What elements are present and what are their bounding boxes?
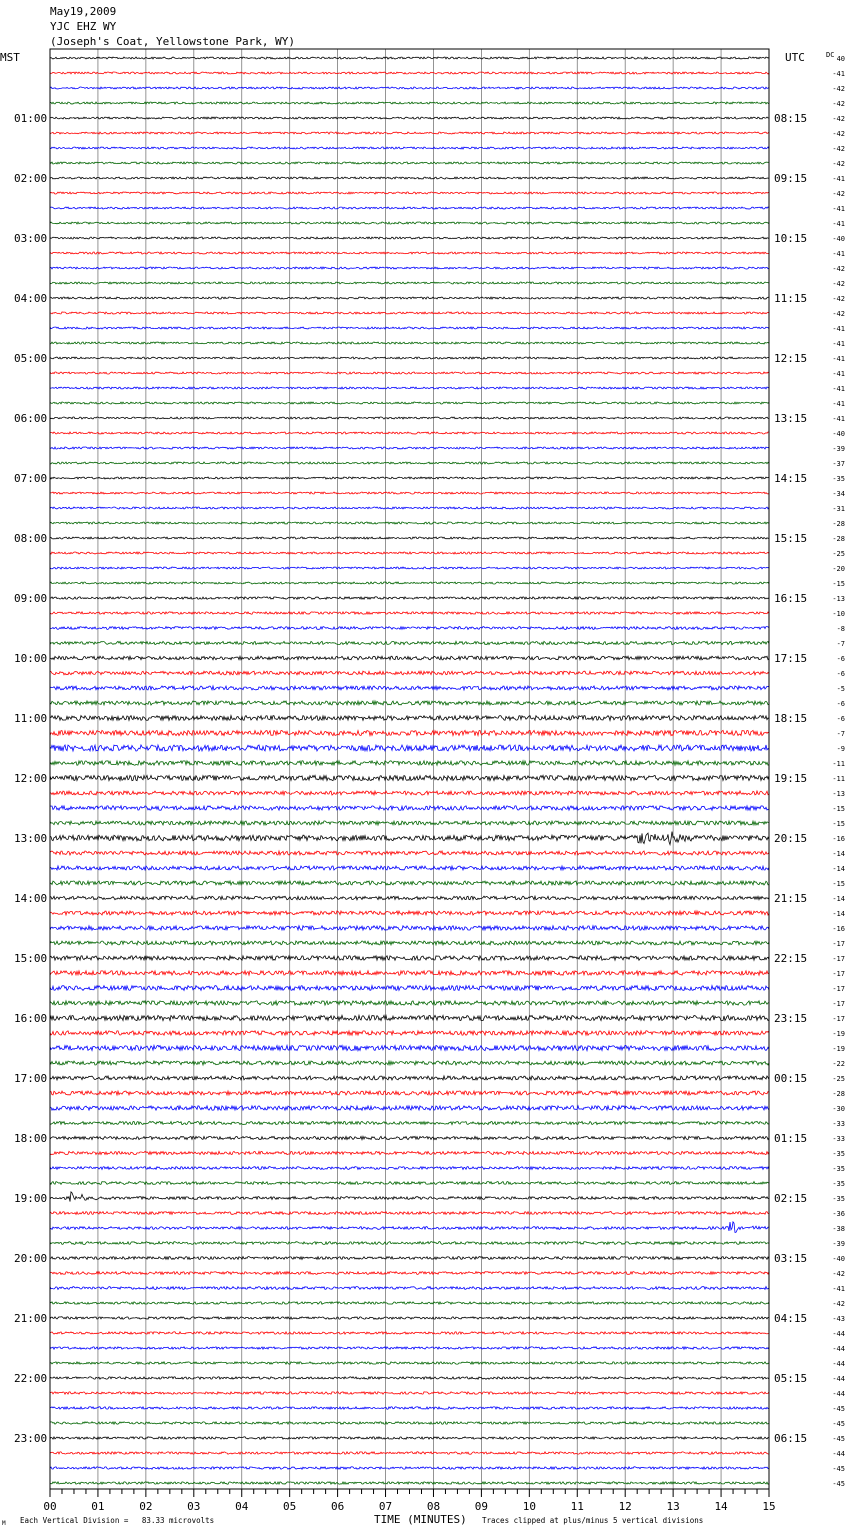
dc-offset-value: -45 — [832, 1420, 845, 1428]
dc-offset-value: -25 — [832, 1075, 845, 1083]
trace-line — [50, 552, 769, 554]
trace-line — [50, 447, 769, 449]
trace-line — [50, 745, 769, 751]
x-tick-label: 08 — [426, 1500, 441, 1513]
x-tick-label: 11 — [570, 1500, 584, 1513]
trace-line — [50, 1045, 769, 1050]
trace-line — [50, 612, 769, 614]
dc-offset-value: -17 — [832, 970, 845, 978]
hour-label-left: 18:00 — [14, 1132, 48, 1145]
hour-label-right: 14:15 — [774, 472, 808, 485]
trace-line — [50, 507, 769, 509]
hour-label-right: 10:15 — [774, 232, 808, 245]
trace-line — [50, 1136, 769, 1139]
dc-offset-value: -17 — [832, 1000, 845, 1008]
dc-offset-value: -15 — [832, 880, 845, 888]
trace-line — [50, 192, 769, 194]
dc-offset-value: -40 — [832, 430, 845, 438]
dc-offset-value: -39 — [832, 1240, 845, 1248]
dc-offset-value: -42 — [832, 115, 845, 123]
trace-line — [50, 986, 769, 991]
x-axis-title: TIME (MINUTES) — [374, 1513, 467, 1526]
dc-offset-value: -17 — [832, 985, 845, 993]
dc-offset-value: -42 — [832, 1300, 845, 1308]
dc-offset-value: -35 — [832, 475, 845, 483]
hour-label-left: 10:00 — [14, 652, 48, 665]
dc-offset-value: -35 — [832, 1165, 845, 1173]
trace-line — [50, 701, 769, 705]
dc-offset-value: -44 — [832, 1345, 845, 1353]
trace-line — [50, 222, 769, 224]
trace-line — [50, 1061, 769, 1065]
trace-line — [50, 537, 769, 539]
hour-label-right: 08:15 — [774, 112, 808, 125]
trace-line — [50, 896, 769, 900]
trace-line — [50, 1467, 769, 1469]
x-tick-label: 00 — [43, 1500, 57, 1513]
trace-line — [50, 1407, 769, 1409]
dc-offset-value: -33 — [832, 1135, 845, 1143]
right-timezone-label: UTC — [785, 51, 805, 64]
header-date: May19,2009 — [50, 5, 117, 18]
dc-offset-value: -44 — [832, 1450, 845, 1458]
hour-label-left: 11:00 — [14, 712, 48, 725]
trace-line — [50, 387, 769, 389]
trace-line — [50, 1091, 769, 1095]
dc-offset-value: -41 — [832, 70, 845, 78]
dc-offset-value: -42 — [832, 145, 845, 153]
hour-label-left: 03:00 — [14, 232, 48, 245]
dc-offset-value: -19 — [832, 1045, 845, 1053]
dc-offset-value: -41 — [832, 205, 845, 213]
hour-label-right: 02:15 — [774, 1192, 808, 1205]
dc-offset-value: -11 — [832, 775, 845, 783]
hour-label-right: 15:15 — [774, 532, 808, 545]
trace-line — [50, 267, 769, 269]
trace-line — [50, 1437, 769, 1439]
trace-line — [50, 57, 769, 59]
dc-offset-value: -45 — [832, 1465, 845, 1473]
dc-offset-value: -15 — [832, 805, 845, 813]
trace-line — [50, 207, 769, 209]
header-location: (Joseph's Coat, Yellowstone Park, WY) — [50, 35, 296, 48]
trace-line — [50, 87, 769, 89]
dc-offset-value: -43 — [832, 1315, 845, 1323]
trace-line — [50, 147, 769, 149]
trace-line — [50, 1167, 769, 1170]
trace-line — [50, 1076, 769, 1080]
trace-line — [50, 1242, 769, 1245]
trace-line — [50, 971, 769, 975]
hour-label-right: 00:15 — [774, 1072, 808, 1085]
dc-offset-value: -17 — [832, 940, 845, 948]
dc-offset-value: -14 — [832, 895, 845, 903]
trace-line — [50, 102, 769, 104]
trace-line — [50, 357, 769, 359]
dc-offset-value: -17 — [832, 955, 845, 963]
dc-offset-value: -41 — [832, 220, 845, 228]
dc-offset-value: -45 — [832, 1435, 845, 1443]
hour-label-right: 05:15 — [774, 1372, 808, 1385]
dc-offset-value: -41 — [832, 355, 845, 363]
hour-label-right: 22:15 — [774, 952, 808, 965]
trace-line — [50, 686, 769, 690]
hour-label-left: 20:00 — [14, 1252, 48, 1265]
trace-line — [50, 1106, 769, 1110]
x-tick-label: 03 — [187, 1500, 201, 1513]
trace-line — [50, 1272, 769, 1275]
dc-offset-value: -6 — [836, 655, 845, 663]
trace-line — [50, 402, 769, 404]
hour-label-right: 16:15 — [774, 592, 808, 605]
trace-line — [50, 1347, 769, 1349]
x-tick-label: 02 — [139, 1500, 153, 1513]
hour-label-left: 17:00 — [14, 1072, 48, 1085]
clip-note: Traces clipped at plus/minus 5 vertical divisions — [482, 1516, 704, 1525]
trace-line — [50, 297, 769, 299]
hour-label-left: 09:00 — [14, 592, 48, 605]
trace-line — [50, 627, 769, 630]
dc-offset-value: -44 — [832, 1390, 845, 1398]
x-tick-label: 05 — [283, 1500, 297, 1513]
dc-offset-value: -41 — [832, 370, 845, 378]
dc-offset-value: -20 — [832, 565, 845, 573]
hour-label-left: 04:00 — [14, 292, 48, 305]
trace-line — [50, 866, 769, 870]
x-tick-label: 10 — [522, 1500, 536, 1513]
trace-line — [50, 911, 769, 915]
x-tick-label: 01 — [91, 1500, 105, 1513]
dc-offset-value: -5 — [836, 685, 845, 693]
trace-line — [50, 417, 769, 419]
dc-offset-value: -42 — [832, 100, 845, 108]
dc-offset-value: -11 — [832, 760, 845, 768]
trace-line — [50, 162, 769, 164]
trace-line — [50, 492, 769, 494]
hour-label-left: 05:00 — [14, 352, 48, 365]
dc-offset-value: -42 — [832, 85, 845, 93]
dc-offset-value: -41 — [832, 385, 845, 393]
trace-line — [50, 1257, 769, 1260]
trace-line — [50, 1151, 769, 1154]
trace-line — [50, 791, 769, 795]
dc-offset-value: -41 — [832, 415, 845, 423]
left-timezone-label: MST — [0, 51, 20, 64]
hour-label-left: 06:00 — [14, 412, 48, 425]
hour-label-left: 19:00 — [14, 1192, 48, 1205]
trace-line — [50, 1482, 769, 1484]
dc-offset-value: -28 — [832, 520, 845, 528]
trace-line — [50, 567, 769, 569]
dc-offset-value: -41 — [832, 1285, 845, 1293]
dc-offset-value: -42 — [832, 190, 845, 198]
trace-line — [50, 1392, 769, 1394]
dc-offset-value: -14 — [832, 850, 845, 858]
trace-rows — [50, 57, 769, 1484]
dc-offset-value: -8 — [836, 625, 845, 633]
dc-offset-value: -42 — [832, 1270, 845, 1278]
dc-offset-value: -38 — [832, 1225, 845, 1233]
trace-line — [50, 1302, 769, 1304]
dc-offset-value: -14 — [832, 865, 845, 873]
trace-line — [50, 477, 769, 479]
trace-line — [50, 1287, 769, 1290]
dc-offset-value: -40 — [832, 1255, 845, 1263]
hour-label-right: 09:15 — [774, 172, 808, 185]
trace-line — [50, 730, 769, 735]
dc-offset-value: -13 — [832, 790, 845, 798]
dc-offset-value: 40 — [836, 55, 845, 63]
hour-label-left: 21:00 — [14, 1312, 48, 1325]
hour-label-left: 14:00 — [14, 892, 48, 905]
trace-line — [50, 926, 769, 930]
trace-line — [50, 237, 769, 239]
dc-offset-value: -37 — [832, 460, 845, 468]
trace-line — [50, 656, 769, 660]
hour-label-right: 17:15 — [774, 652, 808, 665]
dc-offset-value: -41 — [832, 250, 845, 258]
x-tick-label: 09 — [474, 1500, 489, 1513]
dc-offset-value: -35 — [832, 1195, 845, 1203]
dc-offset-value: -22 — [832, 1060, 845, 1068]
x-tick-label: 07 — [378, 1500, 393, 1513]
trace-line — [50, 941, 769, 945]
dc-offset-value: -7 — [836, 640, 845, 648]
trace-line — [50, 132, 769, 134]
hour-label-left: 07:00 — [14, 472, 48, 485]
hour-label-right: 06:15 — [774, 1432, 808, 1445]
trace-line — [50, 1031, 769, 1035]
trace-line — [50, 806, 769, 810]
x-tick-label: 13 — [666, 1500, 680, 1513]
trace-line — [50, 956, 769, 960]
dc-offset-value: -44 — [832, 1360, 845, 1368]
dc-offset-value: -41 — [832, 400, 845, 408]
hour-label-right: 21:15 — [774, 892, 808, 905]
trace-line — [50, 881, 769, 885]
trace-line — [50, 597, 769, 599]
hour-label-left: 12:00 — [14, 772, 48, 785]
x-tick-label: 15 — [762, 1500, 776, 1513]
trace-line — [50, 1182, 769, 1185]
trace-line — [50, 761, 769, 765]
dc-offset-value: -15 — [832, 580, 845, 588]
hour-label-left: 13:00 — [14, 832, 48, 845]
dc-offset-value: -7 — [836, 730, 845, 738]
dc-offset-value: -35 — [832, 1150, 845, 1158]
dc-offset-value: -28 — [832, 535, 845, 543]
trace-line — [50, 1222, 769, 1233]
dc-offset-value: -25 — [832, 550, 845, 558]
hour-label-left: 15:00 — [14, 952, 48, 965]
trace-line — [50, 1362, 769, 1364]
dc-label: DC — [826, 51, 835, 59]
dc-offset-value: -42 — [832, 295, 845, 303]
trace-line — [50, 832, 769, 845]
dc-offset-value: -45 — [832, 1405, 845, 1413]
trace-line — [50, 1001, 769, 1005]
hour-label-left: 01:00 — [14, 112, 48, 125]
trace-line — [50, 671, 769, 675]
hour-label-right: 13:15 — [774, 412, 808, 425]
trace-line — [50, 641, 769, 644]
trace-line — [50, 1422, 769, 1424]
dc-offset-value: -35 — [832, 1180, 845, 1188]
hour-label-right: 19:15 — [774, 772, 808, 785]
trace-line — [50, 1332, 769, 1334]
trace-line — [50, 582, 769, 584]
hour-label-right: 20:15 — [774, 832, 808, 845]
trace-line — [50, 1121, 769, 1124]
dc-offset-value: -36 — [832, 1210, 845, 1218]
dc-offset-value: -16 — [832, 835, 845, 843]
corner-mark: M — [2, 1520, 6, 1527]
dc-offset-value: -6 — [836, 715, 845, 723]
trace-line — [50, 1015, 769, 1020]
dc-offset-value: -9 — [836, 745, 845, 753]
trace-line — [50, 177, 769, 179]
dc-offset-value: -44 — [832, 1375, 845, 1383]
trace-line — [50, 252, 769, 254]
dc-offset-value: -42 — [832, 310, 845, 318]
x-tick-label: 12 — [618, 1500, 632, 1513]
dc-offset-value: -41 — [832, 340, 845, 348]
dc-offset-value: -34 — [832, 490, 845, 498]
dc-offset-value: -17 — [832, 1015, 845, 1023]
dc-offset-value: -42 — [832, 265, 845, 273]
hour-label-right: 03:15 — [774, 1252, 808, 1265]
dc-offset-value: -16 — [832, 925, 845, 933]
trace-line — [50, 72, 769, 74]
hour-label-right: 11:15 — [774, 292, 808, 305]
hour-label-left: 23:00 — [14, 1432, 48, 1445]
trace-line — [50, 117, 769, 119]
scale-note: Each Vertical Division = 83.33 microvolts — [20, 1516, 215, 1525]
dc-offset-value: -42 — [832, 130, 845, 138]
hour-label-right: 04:15 — [774, 1312, 808, 1325]
dc-offset-value: -15 — [832, 820, 845, 828]
hour-label-left: 16:00 — [14, 1012, 48, 1025]
trace-line — [50, 1212, 769, 1215]
dc-offset-value: -45 — [832, 1480, 845, 1488]
trace-line — [50, 312, 769, 314]
hour-label-right: 12:15 — [774, 352, 808, 365]
trace-line — [50, 1377, 769, 1379]
hour-label-right: 23:15 — [774, 1012, 808, 1025]
x-tick-label: 04 — [235, 1500, 249, 1513]
dc-offset-value: -6 — [836, 700, 845, 708]
hour-label-right: 01:15 — [774, 1132, 808, 1145]
trace-line — [50, 851, 769, 855]
dc-offset-value: -41 — [832, 325, 845, 333]
dc-offset-value: -30 — [832, 1105, 845, 1113]
trace-line — [50, 372, 769, 374]
trace-line — [50, 342, 769, 344]
dc-offset-value: -6 — [836, 670, 845, 678]
trace-line — [50, 716, 769, 721]
dc-offset-value: -10 — [832, 610, 845, 618]
trace-line — [50, 462, 769, 464]
header-station: YJC EHZ WY — [50, 20, 117, 33]
dc-offset-value: -31 — [832, 505, 845, 513]
dc-offset-value: -42 — [832, 280, 845, 288]
hour-label-left: 02:00 — [14, 172, 48, 185]
dc-offset-value: -14 — [832, 910, 845, 918]
trace-line — [50, 775, 769, 780]
x-tick-label: 14 — [714, 1500, 728, 1513]
hour-label-left: 22:00 — [14, 1372, 48, 1385]
trace-line — [50, 282, 769, 284]
dc-offset-value: -33 — [832, 1120, 845, 1128]
dc-offset-value: -19 — [832, 1030, 845, 1038]
dc-offset-column — [832, 55, 845, 1488]
hour-label-left: 08:00 — [14, 532, 48, 545]
hour-label-right: 18:15 — [774, 712, 808, 725]
x-tick-label: 06 — [330, 1500, 345, 1513]
trace-line — [50, 821, 769, 825]
time-axis — [43, 1489, 775, 1513]
trace-line — [50, 1317, 769, 1319]
trace-line — [50, 522, 769, 524]
trace-line — [50, 1192, 769, 1202]
trace-line — [50, 327, 769, 329]
dc-offset-value: -28 — [832, 1090, 845, 1098]
trace-line — [50, 432, 769, 434]
dc-offset-value: -42 — [832, 160, 845, 168]
dc-offset-value: -40 — [832, 235, 845, 243]
dc-offset-value: -13 — [832, 595, 845, 603]
dc-offset-value: -39 — [832, 445, 845, 453]
trace-line — [50, 1452, 769, 1454]
dc-offset-value: -44 — [832, 1330, 845, 1338]
dc-offset-value: -41 — [832, 175, 845, 183]
